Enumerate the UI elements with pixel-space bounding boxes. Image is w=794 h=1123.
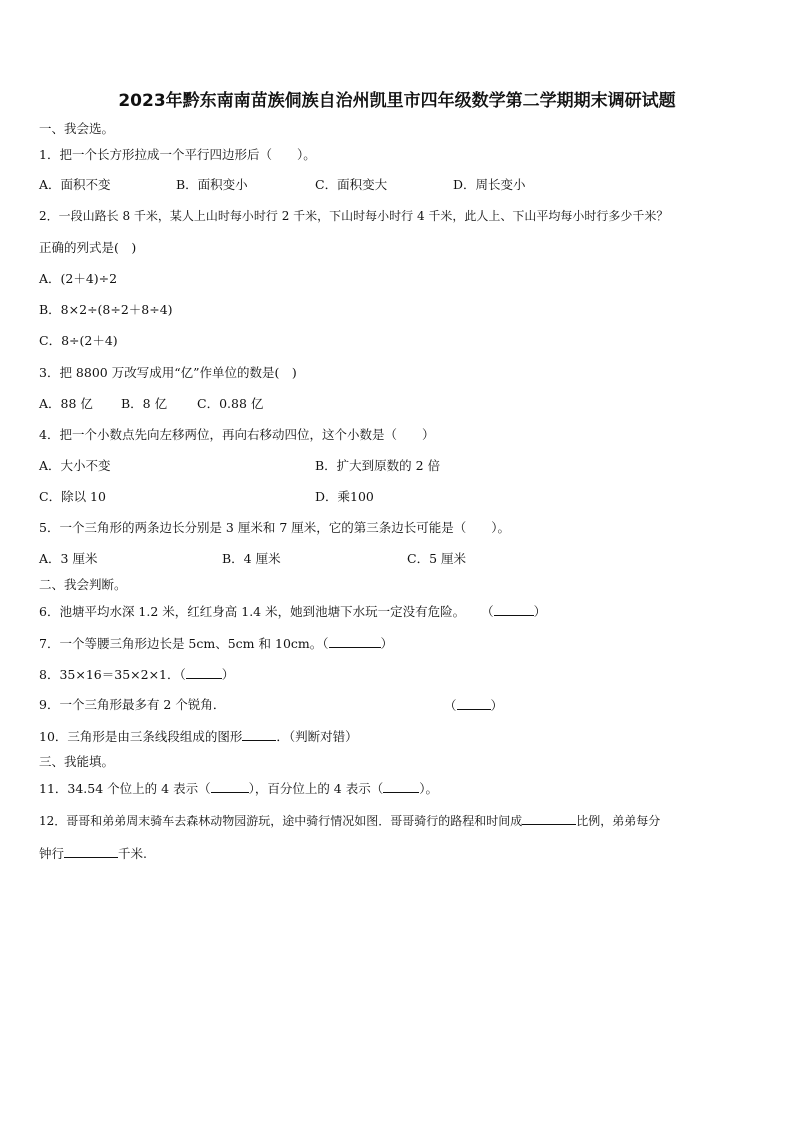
q12-answer-blank-2[interactable] [64,845,118,858]
q6-paren-close: ） [533,604,547,619]
question-8 [39,666,234,683]
question-1: 1．把一个长方形拉成一个平行四边形后（ ）。 [39,147,316,162]
question-12 [39,812,660,829]
q5-option-b: B．4 厘米 [222,551,281,566]
q2-option-c: C．8÷(2＋4) [39,333,118,348]
q7-paren-open: （ [322,636,329,651]
q1-option-a: A．面积不变 [39,177,111,192]
q9-paren-open: （ [444,698,457,713]
question-7 [39,635,393,652]
q4-option-a: A．大小不变 [39,458,111,473]
question-5: 5．一个三角形的两条边长分别是 3 厘米和 7 厘米，它的第三条边长可能是（ ）。 [39,520,511,535]
q8-paren-close: ） [221,667,235,682]
q2-option-a: A．(2＋4)÷2 [39,271,118,286]
q5-option-a: A．3 厘米 [39,551,98,566]
section-judge: 二、我会判断。 [39,577,127,592]
question-2-cont: 正确的列式是( ) [39,240,137,255]
q9-answer-paren [444,697,503,714]
q11-answer-blank-2[interactable] [383,780,419,793]
q9-answer-blank[interactable] [457,697,491,710]
question-6-text: 6．池塘平均水深 1.2 米，红红身高 1.4 米，她到池塘下水玩一定没有危险。 [39,604,466,619]
question-10 [39,728,358,745]
q10-answer-blank[interactable] [242,728,276,741]
q6-answer-blank[interactable] [494,603,534,616]
question-9: 9．一个三角形最多有 2 个锐角． [39,697,226,712]
q5-option-c: C．5 厘米 [407,551,466,566]
question-8-text: 8．35×16＝35×2×1． [39,667,180,682]
question-2: 2．一段山路长 8 千米，某人上山时每小时行 2 千米，下山时每小时行 4 千米，此人上、下山平均每小时行多少千米？ [39,209,669,223]
q4-option-b: B．扩大到原数的 2 倍 [315,458,441,473]
question-12-text-d: 千米. [118,846,147,861]
question-3: 3．把 8800 万改写成用“亿”作单位的数是( ) [39,365,297,380]
q4-option-d: D．乘100 [315,489,374,504]
q7-paren-close: ） [380,636,394,651]
q9-paren-close: ） [490,698,504,713]
q1-option-c: C．面积变大 [315,177,388,192]
question-12-cont [39,845,147,862]
question-6 [39,603,546,620]
section-choose: 一、我会选。 [39,121,115,136]
question-12-text-a: 12．哥哥和弟弟周末骑车去森林动物园游玩，途中骑行情况如图．哥哥骑行的路程和时间成 [39,814,523,828]
q3-option-c: C．0.88 亿 [197,396,264,411]
q1-option-b: B．面积变小 [176,177,248,192]
q8-paren-open: （ [179,667,186,682]
question-11 [39,780,438,797]
q3-option-b: B．8 亿 [121,396,168,411]
question-10-text-a: 10．三角形是由三条线段组成的图形 [39,729,243,744]
q3-option-a: A．88 亿 [39,396,93,411]
q4-option-c: C．除以 10 [39,489,106,504]
q2-option-b: B．8×2÷(8÷2＋8÷4) [39,302,173,317]
question-10-text-b: ．（判断对错） [276,729,358,744]
question-11-text-b: ），百分位上的 4 表示（ [248,781,384,796]
question-7-text: 7．一个等腰三角形边长是 5cm、5cm 和 10cm。 [39,636,323,651]
q6-paren-open: （ [481,604,494,619]
question-11-text-a: 11．34.54 个位上的 4 表示（ [39,781,211,796]
section-fill: 三、我能填。 [39,754,115,769]
question-12-text-c: 钟行 [39,846,65,861]
page-title: 2023年黔东南南苗族侗族自治州凯里市四年级数学第二学期期末调研试题 [118,91,676,111]
question-12-text-b: 比例，弟弟每分 [576,814,661,828]
q11-answer-blank-1[interactable] [211,780,249,793]
question-11-text-c: ）。 [419,781,438,796]
q1-option-d: D．周长变小 [453,177,526,192]
q12-answer-blank-1[interactable] [522,812,576,825]
q7-answer-blank[interactable] [329,635,381,648]
q8-answer-blank[interactable] [186,666,222,679]
question-4: 4．把一个小数点先向左移两位，再向右移动四位，这个小数是（ ） [39,427,435,442]
